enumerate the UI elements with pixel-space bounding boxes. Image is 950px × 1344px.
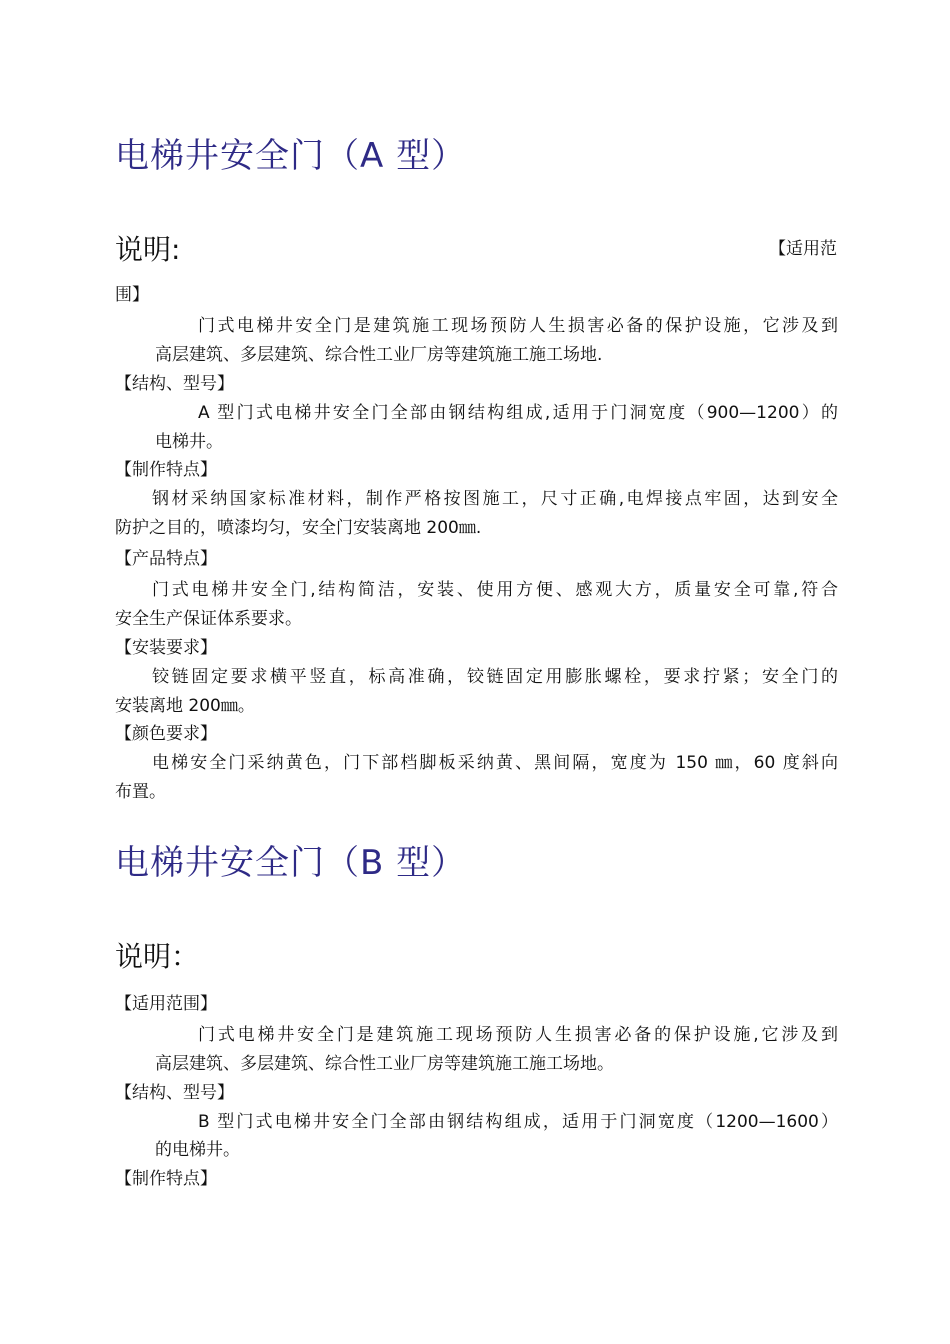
section-a-install-text-2: 安装离地 200㎜。 [115, 696, 255, 716]
section-a-product-text-2: 安全生产保证体系要求。 [115, 609, 302, 629]
section-a-making-text-1: 钢材采纳国家标准材料，制作严格按图施工，尺寸正确,电焊接点牢固，达到安全 [152, 489, 838, 509]
section-a-product-heading: 【产品特点】 [115, 549, 217, 569]
section-b-structure-text-1: B 型门式电梯井安全门全部由钢结构组成，适用于门洞宽度（1200—1600） [198, 1112, 838, 1132]
section-a-color-text-1: 电梯安全门采纳黄色，门下部档脚板采纳黄、黑间隔，宽度为 150 ㎜，60 度斜向 [152, 753, 838, 773]
section-b-scope-text-2: 高层建筑、多层建筑、综合性工业厂房等建筑施工施工场地。 [155, 1054, 614, 1074]
section-a-structure-text-1: A 型门式电梯井安全门全部由钢结构组成,适用于门洞宽度（900—1200）的 [198, 403, 838, 423]
section-a-making-heading: 【制作特点】 [115, 460, 217, 480]
section-a-scope-heading-part2: 围】 [115, 285, 149, 305]
section-a-scope-heading-part1: 【适用范 [769, 239, 837, 259]
section-b-title: 电梯井安全门（B 型） [115, 843, 467, 883]
section-a-install-text-1: 铰链固定要求横平竖直，标高准确，铰链固定用膨胀螺栓，要求拧紧；安全门的 [152, 667, 838, 687]
section-b-scope-heading: 【适用范围】 [115, 994, 217, 1014]
section-a-scope-text-1: 门式电梯井安全门是建筑施工现场预防人生损害必备的保护设施，它涉及到 [198, 316, 838, 336]
section-a-scope-text-2: 高层建筑、多层建筑、综合性工业厂房等建筑施工施工场地. [155, 345, 603, 365]
section-a-making-text-2: 防护之目的，喷漆均匀，安全门安装离地 200㎜. [115, 518, 482, 538]
section-b-structure-text-2: 的电梯井。 [155, 1140, 240, 1160]
section-b-making-heading: 【制作特点】 [115, 1169, 217, 1189]
section-b-subtitle: 说明： [115, 940, 200, 973]
section-a-subtitle: 说明: [115, 233, 181, 266]
section-a-color-heading: 【颜色要求】 [115, 724, 217, 744]
section-a-product-text-1: 门式电梯井安全门,结构简洁，安装、使用方便、感观大方，质量安全可靠,符合 [152, 580, 838, 600]
section-a-title: 电梯井安全门（A 型） [115, 136, 467, 176]
section-b-scope-text-1: 门式电梯井安全门是建筑施工现场预防人生损害必备的保护设施,它涉及到 [198, 1025, 838, 1045]
section-a-structure-heading: 【结构、型号】 [115, 374, 234, 394]
section-a-structure-text-2: 电梯井。 [155, 432, 223, 452]
section-a-color-text-2: 布置。 [115, 782, 166, 802]
section-b-structure-heading: 【结构、型号】 [115, 1083, 234, 1103]
section-a-install-heading: 【安装要求】 [115, 638, 217, 658]
